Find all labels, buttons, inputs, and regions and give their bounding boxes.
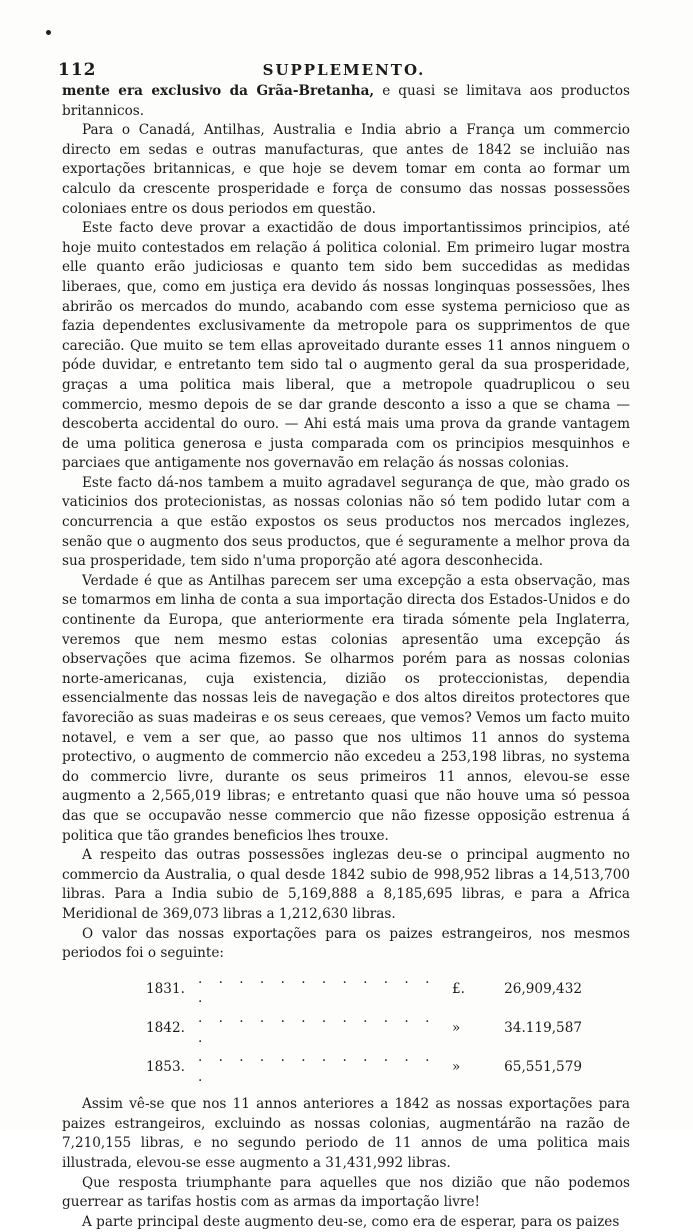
row-year: 1831. xyxy=(146,980,185,997)
page-text xyxy=(62,82,630,1232)
table-row xyxy=(146,1009,582,1048)
bold-lead-text: mente era exclusivo da Grãa-Bretanha, xyxy=(62,83,375,99)
row-amount: 34.119,587 xyxy=(504,1019,582,1036)
paragraph-9: Que resposta triumphante para aquelles que nos dizião que não podemos guerrear as tarifas hostis com as armas da importação livre! xyxy=(62,1174,630,1211)
row-leader-dots: . . . . . . . . . . . . . xyxy=(198,1049,436,1085)
paragraph-6: A respeito das outras possessões inglezas deu-se o principal augmento no commercio da Australia, o qual desde 1842 subio de 998,952 libras a 14,513,700 libras. Para a India subio de 5,169,888 a 8,185,695 libras, e para a Africa Meridional de 369,073 libras a 1,212,630 libras. xyxy=(62,847,630,922)
paragraph-7: O valor das nossas exportações para os paizes estrangeiros, nos mesmos periodos foi o seguinte: xyxy=(62,925,630,962)
page-number: 112 xyxy=(58,60,97,80)
row-year: 1853. xyxy=(146,1058,185,1075)
paragraph-8: Assim vê-se que nos 11 annos anteriores a 1842 as nossas exportações para paizes estrangeiros, excluindo as nossas colonias, augmentárão na razão de 7,210,155 libras, e no segundo periodo de 11 annos de uma politica mais illustrada, elevou-se esse augmento a 31,431,992 libras. xyxy=(62,1096,630,1172)
exports-table xyxy=(146,970,582,1088)
table-row xyxy=(146,970,582,1009)
row-currency: » xyxy=(452,1019,461,1036)
paragraph-3: Este facto deve provar a exactidão de dous importantissimos principios, até hoje muito contestados em relação á politica colonial. Em primeiro lugar mostra elle quanto erão judiciosas e quanto tem sido bem succedidas as medidas liberaes, que, como em justiça era devido ás nossas longinquas possessões, lhes abrirão os mercados do mundo, acabando com esse systema pernicioso que as fazia dependentes exclusivamente da metropole para os supprimentos de que carecião. Que muito se tem ellas aproveitado durante esses 11 annos ninguem o póde duvidar, e entretanto tem sido tal o augmento geral da sua prosperidade, graças a uma politica mais liberal, que a metropole quadruplicou o seu commercio, mesmo depois de se dar grande desconto a isso a que se chama — descoberta accidental do ouro. — Ahi está mais uma prova da grande vantagem de uma politica generosa e justa comparada com os principios mesquinhos e parciaes que antigamente nos governavão em relação ás nossas colonias. xyxy=(62,220,630,472)
row-leader-dots: . . . . . . . . . . . . . xyxy=(198,970,436,1007)
row-leader-dots: . . . . . . . . . . . . . xyxy=(198,1009,436,1046)
paragraph-5: Verdade é que as Antilhas parecem ser uma excepção a esta observação, mas se tomarmos em linha de conta a sua importação directa dos Estados-Unidos e do continente da Europa, que anteriormente era tirada sómente pela Inglaterra, veremos que nem mesmo estas colonias apresentão uma excepção ás observações que acima fizemos. Se olharmos porém para as nossas colonias norte-americanas, cuja existencia, dizião os proteccionistas, dependia essencialmente das nossas leis de navegação e dos altos direitos protectores que favorecião as suas madeiras e os seus cereaes, que vemos? Vemos um facto muito notavel, e vem a ser que, ao passo que nos ultimos 11 annos do systema protectivo, o augmento de commercio não excedeu a 253,198 libras, no systema do commercio livre, durante os seus primeiros 11 annos, elevou-se esse augmento a 2,565,019 libras; e entretanto quasi que não houve uma só pessoa das que se occupavão nesse commercio que não fizesse opposição estrenua á politica que tão grandes beneficios lhes trouxe. xyxy=(62,572,630,844)
row-currency: » xyxy=(452,1058,461,1075)
ink-mark xyxy=(46,30,51,35)
row-amount: 26,909,432 xyxy=(504,980,582,997)
paragraph-4: Este facto dá-nos tambem a muito agradavel segurança de que, mào grado os vaticinios dos protecionistas, as nossas colonias não só tem podido lutar com a concurrencia a que estão expostos os seus productos nos mercados inglezes, senão que o augmento dos seus productos, que é seguramente a melhor prova da sua prosperidade, tem sido n'uma proporção até agora desconhecida. xyxy=(62,474,630,570)
paragraph-10: A parte principal deste augmento deu-se, como era de esperar, para os paizes xyxy=(82,1213,620,1230)
table-row xyxy=(146,1048,582,1087)
running-head: SUPPLEMENTO. xyxy=(262,61,426,79)
row-currency: £. xyxy=(452,980,465,997)
paragraph-2: Para o Canadá, Antilhas, Australia e India abrio a França um commercio directo em sedas e outras manufacturas, que antes de 1842 se incluião nas exportações britannicas, e que hoje se devem tomar em conta ao formar um calculo da crescente prosperidade e força de consumo das nossas possessões coloniaes entre os dous periodos em questão. xyxy=(62,122,630,217)
row-amount: 65,551,579 xyxy=(504,1058,582,1075)
page-header xyxy=(58,60,630,82)
paragraph-1: mente era exclusivo da Grãa-Bretanha, e quasi se limitava aos productos britannicos. xyxy=(62,83,630,119)
row-year: 1842. xyxy=(146,1019,185,1036)
